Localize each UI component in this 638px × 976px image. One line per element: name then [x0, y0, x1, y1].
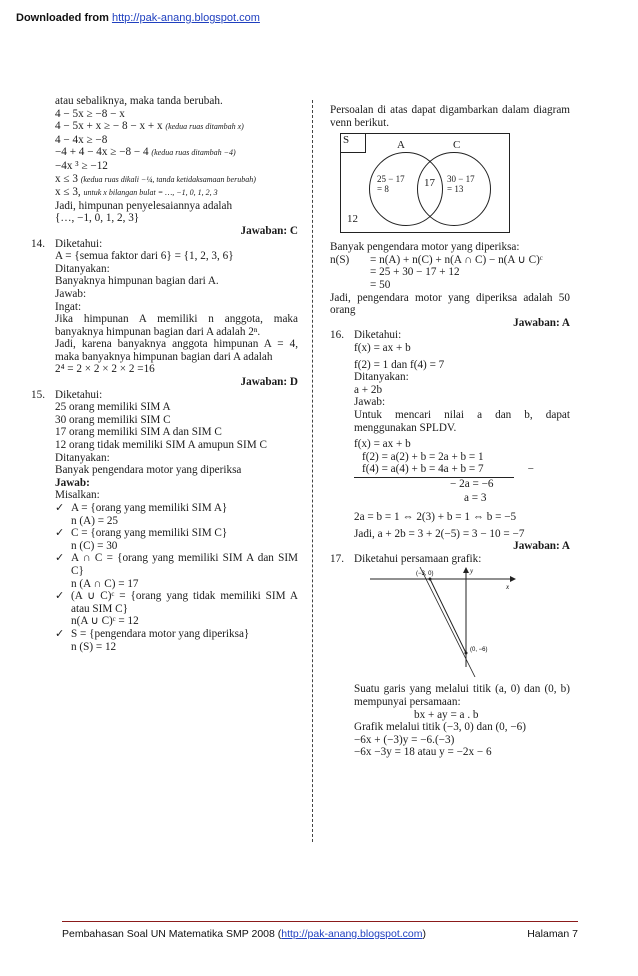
text-paragraph: Jadi, pengendara motor yang diperiksa adalah 50 orang — [330, 291, 570, 317]
list-item: ✓ C = {orang yang memiliki SIM C} — [55, 527, 228, 540]
venn-region-c-only: 30 − 17 = 13 — [447, 174, 475, 195]
text-line: n (S) = 12 — [71, 640, 117, 653]
text-line: x ≤ 3, untuk x bilangan bulat = …, −1, 0, 1, 2, 3 — [55, 186, 218, 199]
venn-region-a-only: 25 − 17 = 8 — [377, 174, 405, 195]
text-line: Jadi, himpunan penyelesaiannya adalah — [55, 199, 233, 212]
footer-link[interactable]: http://pak-anang.blogspot.com — [281, 928, 423, 940]
text-line: = 50 — [370, 278, 391, 291]
venn-label-a: A — [397, 139, 405, 152]
text-line: 2⁴ = 2 × 2 × 2 × 2 =16 — [55, 363, 155, 376]
question-15-heading: 15. Diketahui: — [31, 388, 103, 401]
text-line: f(x) = ax + b — [354, 341, 411, 354]
text-line: n (A ∩ C) = 17 — [71, 577, 139, 590]
x-axis-label: x — [506, 583, 510, 592]
question-16-heading: 16. Diketahui: — [330, 329, 402, 342]
text-paragraph: Suatu garis yang melalui titik (a, 0) dan (0, b) mempunyai persamaan: — [354, 683, 570, 709]
point-b-label: (0, −6) — [470, 647, 488, 654]
venn-region-intersection: 17 — [424, 177, 435, 190]
venn-diagram — [340, 133, 510, 233]
text-paragraph: 12 orang tidak memiliki SIM A amupun SIM C — [55, 439, 267, 452]
x-axis-arrow-icon — [510, 576, 516, 582]
text-line: 4 − 5x + x ≥ − 8 − x + x (kedua ruas ditambah x) — [55, 120, 244, 133]
list-item: ✓ S = {pengendara motor yang diperiksa} — [55, 627, 250, 640]
check-icon: ✓ — [55, 590, 65, 603]
question-17-body — [330, 683, 570, 759]
text-line: Misalkan: — [55, 489, 100, 502]
text-line: a + 2b — [354, 383, 383, 396]
text-line: n (A) = 25 — [71, 514, 119, 527]
check-icon: ✓ — [55, 502, 65, 514]
text-line: Banyak pengendara motor yang diperiksa — [55, 464, 242, 477]
text-line: A = {semua faktor dari 6} = {1, 2, 3, 6} — [55, 250, 234, 263]
column-divider — [312, 100, 313, 842]
text-line: Ingat: — [55, 300, 82, 313]
left-column — [31, 95, 298, 653]
text-paragraph: Jadi, karena banyaknya anggota himpunan A = 4, maka banyaknya himpunan bagian dari A adalah — [55, 338, 298, 363]
check-icon: ✓ — [55, 627, 65, 640]
point-b — [465, 652, 468, 655]
point-a — [429, 578, 432, 581]
equation: −6x + (−3)y = −6.(−3) — [354, 733, 455, 746]
text-line: 4 − 5x ≥ −8 − x — [55, 107, 125, 120]
text-line: 30 orang memiliki SIM C — [55, 413, 171, 426]
equation: f(x) = ax + b — [354, 438, 411, 451]
venn-label-c: C — [453, 139, 461, 152]
text-line: Jawab: — [55, 476, 90, 489]
answer-14: Jawaban: D — [240, 376, 298, 389]
venn-region-outside: 12 — [347, 213, 358, 226]
text-line: Ditanyakan: — [55, 262, 110, 275]
answer-15: Jawaban: A — [513, 316, 570, 329]
text-line: Banyaknya himpunan bagian dari A. — [55, 275, 219, 288]
equation: a = 3 — [464, 492, 487, 505]
equation: − 2a = −6 — [450, 477, 494, 490]
venn-universal-label: S — [341, 134, 366, 153]
text-line: atau sebaliknya, maka tanda berubah. — [55, 95, 223, 107]
text-line: x ≤ 3 (kedua ruas dikali −¼, tanda ketidaksamaan berubah) — [55, 172, 256, 185]
answer-13: Jawaban: C — [240, 224, 298, 237]
list-item: ✓ A = {orang yang memiliki SIM A} — [55, 502, 228, 514]
line-graph — [360, 567, 520, 677]
text-line: Grafik melalui titik (−3, 0) dan (0, −6) — [354, 721, 526, 734]
question-17-heading: 17. Diketahui persamaan grafik: — [330, 552, 482, 565]
equation: −6x −3y = 18 atau y = −2x − 6 — [354, 746, 492, 759]
text-line: Ditanyakan: — [354, 371, 409, 384]
text-paragraph: Jika himpunan A memiliki n anggota, maka banyaknya himpunan bagian dari A adalah 2ⁿ. — [55, 313, 298, 338]
text-line: {…, −1, 0, 1, 2, 3} — [55, 212, 140, 225]
header-link[interactable]: http://pak-anang.blogspot.com — [111, 12, 260, 24]
text-line: f(2) = 1 dan f(4) = 7 — [354, 358, 445, 371]
check-icon: ✓ — [55, 552, 65, 565]
text-line: = 25 + 30 − 17 + 12 — [370, 266, 460, 279]
graph-svg — [360, 567, 520, 677]
list-item: ✓ (A ∪ C)ᶜ = {orang yang tidak memiliki SIM A atau SIM C} — [55, 590, 298, 615]
text-line: Jawab: — [55, 287, 87, 300]
text-line: Jawab: — [354, 396, 386, 409]
equation: 2a = b = 1 ⇔ 2(3) + b = 1 ⇔ b = −5 — [354, 511, 517, 524]
text-line: −4 + 4 − 4x ≥ −8 − 4 (kedua ruas ditambah −4) — [55, 146, 236, 159]
text-paragraph: Persoalan di atas dapat digambarkan dalam diagram venn berikut. — [330, 104, 570, 129]
page-number: Halaman 7 — [527, 928, 578, 940]
equation: Jadi, a + 2b = 3 + 2(−5) = 3 − 10 = −7 — [354, 527, 525, 540]
graph-line — [430, 579, 466, 653]
footer-close: ) — [422, 928, 427, 940]
text-line: n (C) = 30 — [71, 539, 118, 552]
text-line: n(S) = n(A) + n(C) + n(A ∩ C) − n(A ∪ C)ᶜ — [330, 253, 543, 266]
list-item: ✓ A ∩ C = {orang yang memiliki SIM A dan SIM C} — [55, 552, 298, 577]
y-axis-label: y — [470, 567, 474, 576]
text-line: 25 orang memiliki SIM A — [55, 401, 171, 414]
answer-16: Jawaban: A — [513, 540, 570, 553]
text-line: Ditanyakan: — [55, 451, 110, 464]
right-column — [330, 104, 570, 759]
text-line: 4 − 4x ≥ −8 — [55, 133, 108, 146]
text-line: −4x ³ ≥ −12 — [55, 159, 108, 172]
y-axis-arrow-icon — [463, 567, 469, 573]
check-icon: ✓ — [55, 527, 65, 540]
question-14-heading: 14. Diketahui: — [31, 237, 103, 250]
point-a-label: (−3, 0) — [416, 571, 434, 578]
footer-text: Pembahasan Soal UN Matematika SMP 2008 ( — [62, 928, 282, 940]
equation: f(2) = a(2) + b = 2a + b = 1 — [362, 450, 484, 463]
text-line: Banyak pengendara motor yang diperiksa: — [330, 241, 520, 254]
header-prefix: Downloaded from — [16, 12, 112, 24]
graph-line-extension — [410, 567, 480, 677]
text-line: n(A ∪ C)ᶜ = 12 — [71, 615, 139, 628]
equation: f(4) = a(4) + b = 4a + b = 7 − — [362, 463, 534, 476]
download-header — [16, 12, 260, 24]
equation: bx + ay = a . b — [414, 708, 479, 721]
text-line: 17 orang memiliki SIM A dan SIM C — [55, 426, 222, 439]
text-paragraph: Untuk mencari nilai a dan b, dapat menggunakan SPLDV. — [354, 408, 570, 434]
question-16-body — [330, 342, 570, 540]
page-footer — [62, 921, 578, 940]
